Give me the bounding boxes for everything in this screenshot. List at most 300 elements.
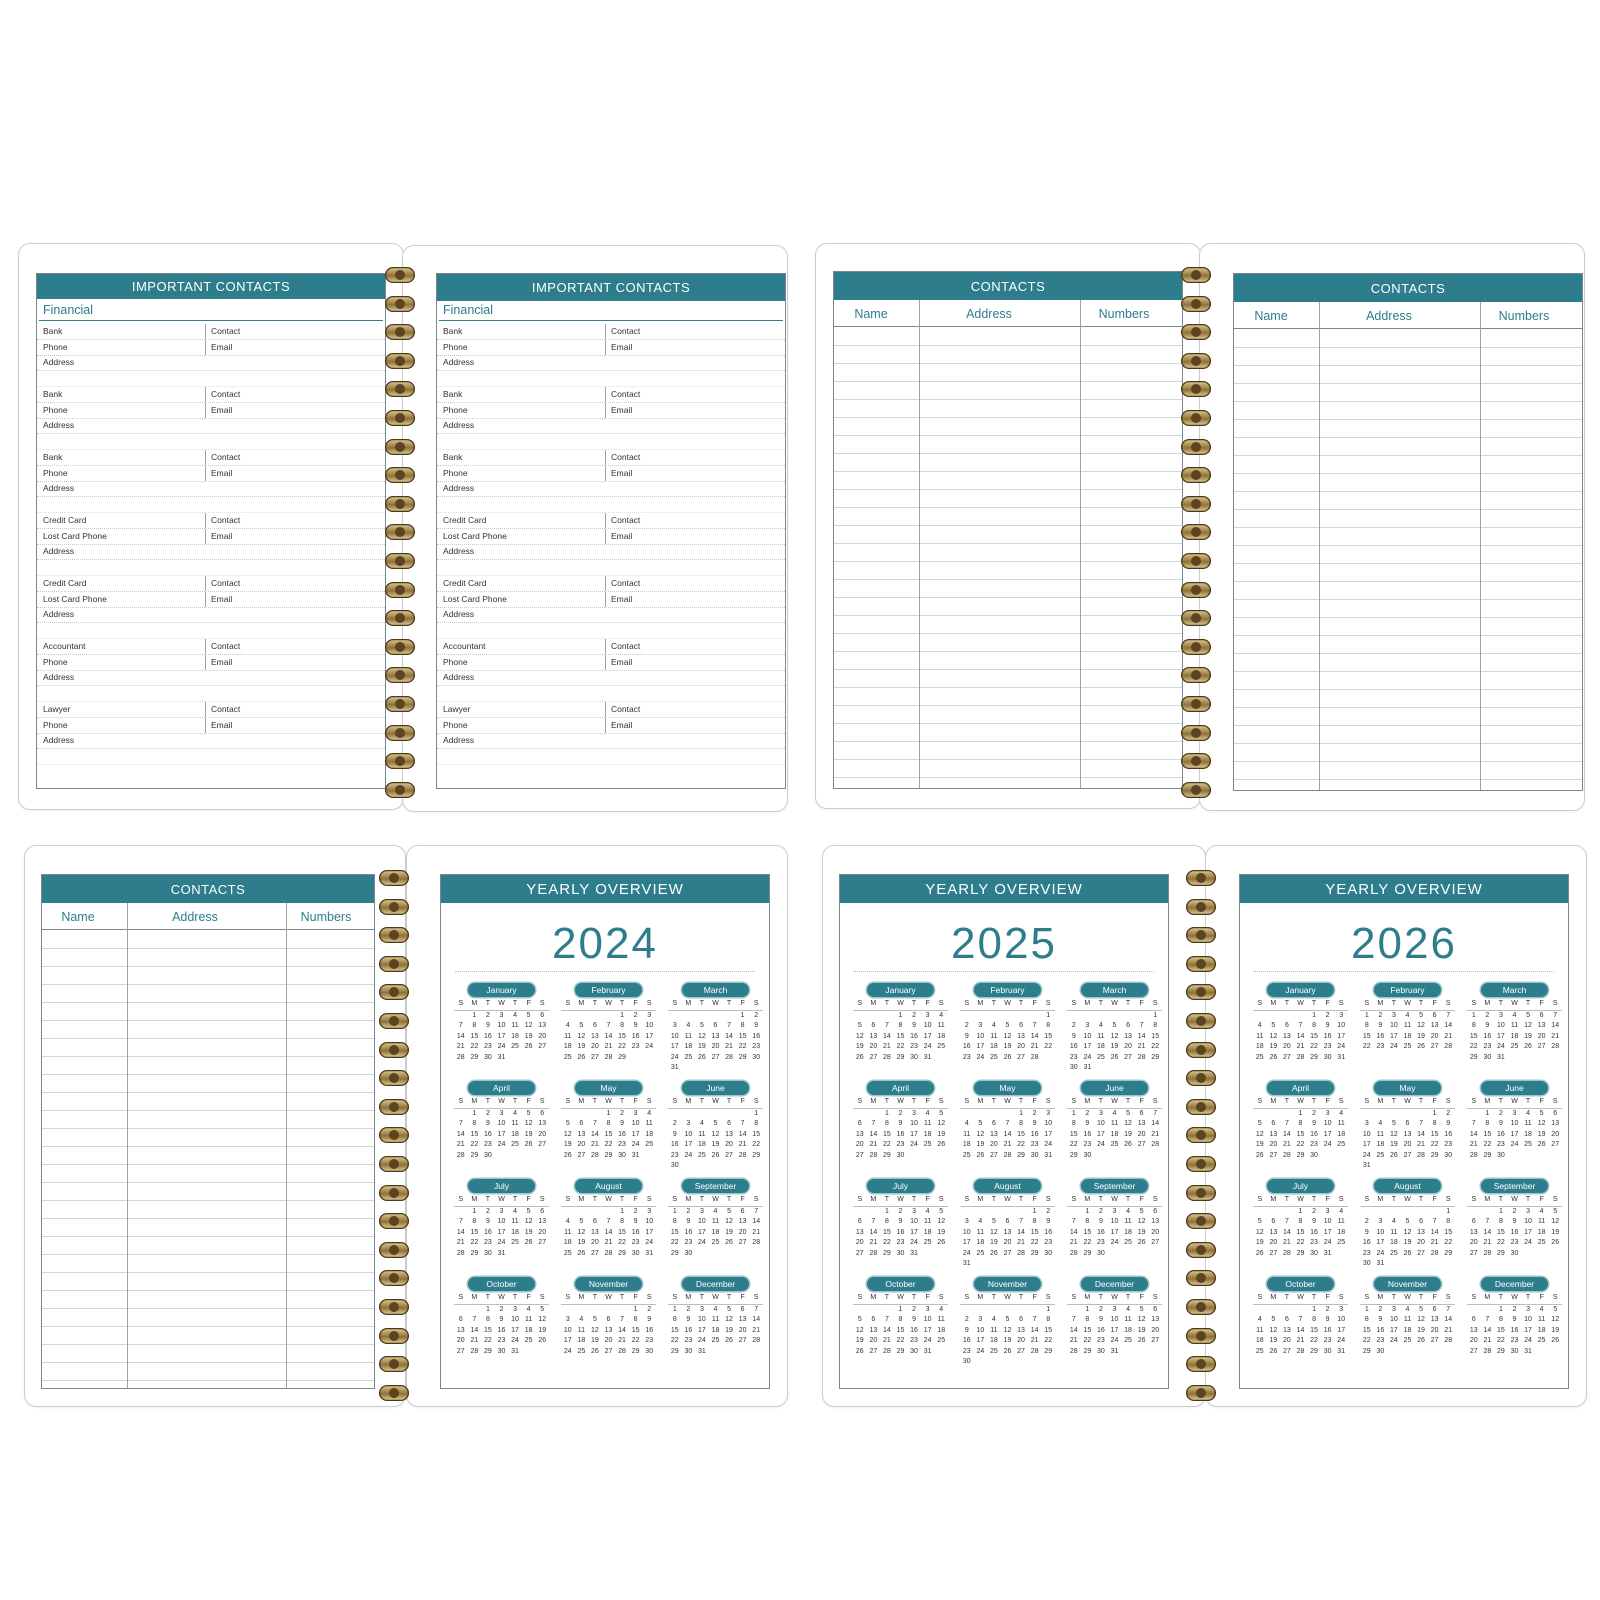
day-number: 12 bbox=[524, 1120, 533, 1127]
day-number: 6 bbox=[871, 1316, 876, 1323]
day-number: 13 bbox=[604, 1326, 613, 1334]
day-number: 11 bbox=[1110, 1120, 1119, 1127]
day-number: 8 bbox=[884, 1218, 889, 1225]
day-number: 19 bbox=[577, 1239, 586, 1246]
weekday-label: F bbox=[921, 1195, 935, 1207]
day-number: 14 bbox=[1069, 1326, 1078, 1334]
contact-row bbox=[437, 670, 785, 686]
day-number: 1 bbox=[1364, 1305, 1369, 1313]
day-number: 15 bbox=[1083, 1326, 1092, 1334]
month-label: November bbox=[1374, 1277, 1441, 1291]
day-number: 20 bbox=[538, 1228, 547, 1236]
spiral-coil bbox=[379, 1356, 409, 1372]
weekday-label: T bbox=[1414, 1097, 1428, 1109]
day-number: 1 bbox=[672, 1305, 677, 1313]
day-number: 10 bbox=[1390, 1316, 1398, 1323]
day-number: 30 bbox=[752, 1053, 761, 1061]
month-calendar bbox=[1253, 1277, 1348, 1374]
day-number: 30 bbox=[1097, 1347, 1105, 1355]
weekday-label: F bbox=[1321, 1097, 1335, 1109]
field-label: Contact bbox=[611, 452, 641, 462]
day-number: 22 bbox=[1497, 1239, 1505, 1246]
day-number: 28 bbox=[1069, 1347, 1078, 1355]
month-label: October bbox=[468, 1277, 535, 1291]
month-calendar bbox=[561, 1179, 656, 1276]
day-number: 17 bbox=[497, 1228, 506, 1236]
day-number: 16 bbox=[1097, 1228, 1105, 1236]
empty-day bbox=[588, 1207, 602, 1218]
day-number: 18 bbox=[524, 1326, 533, 1334]
month-label: July bbox=[867, 1179, 934, 1193]
day-number: 15 bbox=[1151, 1032, 1160, 1040]
day-number: 13 bbox=[711, 1032, 720, 1040]
day-number: 22 bbox=[470, 1141, 479, 1148]
day-number: 7 bbox=[1471, 1120, 1476, 1127]
day-number: 8 bbox=[1364, 1022, 1369, 1029]
day-number: 16 bbox=[1097, 1326, 1105, 1334]
weekday-label: S bbox=[642, 1097, 656, 1109]
field-label: Address bbox=[443, 672, 475, 682]
weekday-label: W bbox=[894, 1293, 908, 1305]
day-number: 3 bbox=[513, 1305, 518, 1313]
day-number: 21 bbox=[738, 1141, 747, 1148]
weekday-label: F bbox=[1535, 1293, 1549, 1305]
day-number: 12 bbox=[725, 1316, 733, 1323]
field-divider bbox=[205, 576, 206, 591]
month-calendar bbox=[1067, 1081, 1162, 1178]
day-number: 5 bbox=[1539, 1109, 1544, 1117]
weekday-label: M bbox=[1081, 1097, 1095, 1109]
day-number: 27 bbox=[538, 1043, 547, 1050]
day-number: 10 bbox=[1524, 1218, 1532, 1225]
field-label: Contact bbox=[611, 641, 641, 651]
day-number: 2 bbox=[485, 1011, 490, 1019]
day-number: 2 bbox=[1512, 1207, 1517, 1215]
day-number: 1 bbox=[740, 1011, 745, 1019]
day-number: 22 bbox=[752, 1141, 761, 1148]
day-number: 26 bbox=[524, 1239, 533, 1246]
day-number: 7 bbox=[1019, 1218, 1024, 1225]
weekday-label: T bbox=[1494, 999, 1508, 1011]
weekday-label: S bbox=[1441, 1097, 1455, 1109]
blank-row bbox=[437, 434, 785, 450]
day-number: 13 bbox=[990, 1130, 998, 1138]
day-number: 12 bbox=[1110, 1032, 1119, 1040]
day-number: 13 bbox=[738, 1316, 747, 1323]
day-number: 2 bbox=[1325, 1305, 1330, 1313]
day-number: 18 bbox=[563, 1043, 572, 1050]
month-grid bbox=[960, 1293, 1055, 1368]
day-number: 10 bbox=[1510, 1120, 1519, 1127]
weekday-label: S bbox=[535, 1293, 549, 1305]
day-number: 6 bbox=[1153, 1305, 1158, 1313]
weekday-label: W bbox=[1508, 1195, 1522, 1207]
day-number: 8 bbox=[633, 1316, 638, 1323]
day-number: 18 bbox=[1255, 1043, 1264, 1050]
day-number: 7 bbox=[458, 1218, 463, 1225]
weekday-label: F bbox=[1428, 1293, 1442, 1305]
month-calendar bbox=[1467, 983, 1562, 1080]
day-number: 22 bbox=[670, 1239, 679, 1246]
day-number: 16 bbox=[631, 1032, 640, 1040]
weekday-label: T bbox=[1387, 1097, 1401, 1109]
day-number: 2 bbox=[686, 1207, 691, 1215]
field-label: Phone bbox=[443, 656, 468, 667]
day-number: 18 bbox=[990, 1337, 998, 1344]
day-number: 16 bbox=[896, 1228, 905, 1236]
day-number: 24 bbox=[497, 1043, 506, 1050]
month-grid bbox=[454, 1195, 549, 1259]
column-headers bbox=[42, 905, 374, 930]
month-calendar bbox=[1067, 1277, 1162, 1374]
day-number: 21 bbox=[456, 1141, 465, 1148]
day-number: 17 bbox=[1510, 1130, 1519, 1138]
contact-row bbox=[37, 529, 385, 545]
weekday-label: T bbox=[987, 1195, 1001, 1207]
day-number: 3 bbox=[633, 1109, 638, 1117]
day-number: 30 bbox=[484, 1249, 492, 1257]
day-number: 25 bbox=[1337, 1239, 1346, 1246]
day-number: 8 bbox=[1432, 1120, 1437, 1127]
day-number: 17 bbox=[1110, 1326, 1119, 1334]
weekday-label: S bbox=[960, 1293, 974, 1305]
day-number: 23 bbox=[1310, 1141, 1318, 1148]
day-number: 5 bbox=[526, 1109, 531, 1117]
field-label: Contact bbox=[211, 452, 241, 462]
day-number: 15 bbox=[1444, 1228, 1453, 1236]
day-number: 15 bbox=[1069, 1130, 1078, 1138]
weekday-label: T bbox=[907, 1097, 921, 1109]
weekday-label: S bbox=[934, 999, 948, 1011]
day-number: 22 bbox=[1151, 1043, 1160, 1050]
day-number: 12 bbox=[563, 1130, 572, 1138]
important-contacts-page-right bbox=[436, 273, 786, 789]
day-number: 8 bbox=[672, 1316, 677, 1323]
day-number: 31 bbox=[1044, 1151, 1053, 1159]
day-number: 8 bbox=[1032, 1218, 1037, 1225]
day-number: 25 bbox=[1255, 1053, 1264, 1061]
weekday-label: S bbox=[934, 1097, 948, 1109]
day-number: 1 bbox=[1364, 1011, 1369, 1019]
field-label: Phone bbox=[443, 467, 468, 478]
weekday-label: S bbox=[934, 1195, 948, 1207]
day-number: 14 bbox=[604, 1228, 613, 1236]
year-rule bbox=[854, 971, 1154, 972]
day-number: 29 bbox=[670, 1249, 679, 1257]
weekday-label: T bbox=[1307, 1097, 1321, 1109]
spiral-coil bbox=[1186, 1385, 1216, 1401]
day-number: 27 bbox=[855, 1249, 864, 1257]
contact-row bbox=[437, 702, 785, 718]
day-number: 2 bbox=[964, 1022, 969, 1029]
spiral-coil bbox=[379, 956, 409, 972]
day-number: 26 bbox=[698, 1053, 706, 1061]
day-number: 21 bbox=[604, 1043, 613, 1050]
day-number: 27 bbox=[738, 1239, 747, 1246]
weekday-label: W bbox=[1401, 999, 1415, 1011]
day-number: 30 bbox=[962, 1358, 971, 1365]
day-number: 10 bbox=[1362, 1130, 1371, 1138]
day-number: 5 bbox=[1139, 1207, 1144, 1215]
contact-row bbox=[437, 607, 785, 623]
day-number: 14 bbox=[869, 1130, 878, 1138]
day-number: 7 bbox=[1432, 1218, 1437, 1225]
day-number: 20 bbox=[1469, 1337, 1478, 1344]
day-number: 17 bbox=[1097, 1130, 1105, 1138]
day-number: 12 bbox=[937, 1218, 946, 1225]
weekday-label: T bbox=[880, 1195, 894, 1207]
day-number: 6 bbox=[1019, 1316, 1024, 1323]
day-number: 14 bbox=[618, 1326, 626, 1334]
empty-day bbox=[668, 1109, 682, 1120]
empty-day bbox=[1014, 1011, 1028, 1022]
weekday-label: W bbox=[495, 999, 509, 1011]
day-number: 28 bbox=[456, 1151, 465, 1159]
day-number: 11 bbox=[698, 1130, 706, 1138]
day-number: 22 bbox=[604, 1141, 613, 1148]
day-number: 26 bbox=[1124, 1141, 1132, 1148]
empty-day bbox=[575, 1305, 589, 1316]
day-number: 27 bbox=[1551, 1141, 1560, 1148]
day-number: 11 bbox=[1124, 1316, 1132, 1323]
empty-day bbox=[1280, 1207, 1294, 1218]
day-number: 31 bbox=[670, 1064, 679, 1071]
spiral-coil bbox=[385, 753, 415, 769]
spiral-coil bbox=[385, 496, 415, 512]
day-number: 27 bbox=[1430, 1337, 1439, 1344]
yearly-overview-page-2026 bbox=[1239, 874, 1569, 1389]
day-number: 30 bbox=[645, 1347, 654, 1355]
day-number: 8 bbox=[485, 1316, 490, 1323]
day-number: 13 bbox=[538, 1218, 547, 1225]
column-numbers: Numbers bbox=[1498, 309, 1550, 323]
day-number: 22 bbox=[618, 1239, 626, 1246]
day-number: 4 bbox=[1257, 1022, 1262, 1029]
day-number: 29 bbox=[1083, 1347, 1092, 1355]
day-number: 12 bbox=[1137, 1218, 1146, 1225]
empty-day bbox=[682, 1109, 696, 1120]
day-number: 5 bbox=[1405, 1218, 1410, 1225]
weekday-label: T bbox=[695, 1293, 709, 1305]
day-number: 16 bbox=[1510, 1228, 1519, 1236]
day-number: 12 bbox=[855, 1032, 864, 1040]
day-number: 27 bbox=[855, 1151, 864, 1159]
weekday-label: M bbox=[1374, 1195, 1388, 1207]
day-number: 11 bbox=[976, 1228, 984, 1236]
day-number: 29 bbox=[631, 1347, 640, 1355]
weekday-label: T bbox=[722, 1097, 736, 1109]
weekday-label: M bbox=[1267, 1293, 1281, 1305]
day-number: 29 bbox=[1310, 1053, 1318, 1061]
day-number: 30 bbox=[1323, 1347, 1332, 1355]
day-number: 24 bbox=[1083, 1053, 1092, 1061]
day-number: 29 bbox=[470, 1053, 479, 1061]
day-number: 7 bbox=[1419, 1120, 1424, 1127]
empty-day bbox=[561, 1305, 575, 1316]
day-number: 1 bbox=[1485, 1109, 1490, 1117]
weekday-label: F bbox=[1428, 999, 1442, 1011]
day-number: 22 bbox=[1069, 1141, 1078, 1148]
weekday-label: W bbox=[602, 1195, 616, 1207]
day-number: 8 bbox=[672, 1218, 677, 1225]
day-number: 25 bbox=[923, 1239, 932, 1246]
day-number: 14 bbox=[1483, 1228, 1492, 1236]
day-number: 4 bbox=[513, 1011, 518, 1019]
spiral-coil bbox=[1181, 267, 1211, 283]
day-number: 6 bbox=[871, 1022, 876, 1029]
day-number: 8 bbox=[1312, 1022, 1317, 1029]
month-grid bbox=[454, 999, 549, 1063]
day-number: 14 bbox=[752, 1218, 761, 1225]
day-number: 13 bbox=[869, 1032, 878, 1040]
day-number: 7 bbox=[1032, 1022, 1037, 1029]
empty-day bbox=[561, 1109, 575, 1120]
weekday-label: T bbox=[508, 1097, 522, 1109]
month-label: February bbox=[1374, 983, 1441, 997]
yearly-overview-page-2025 bbox=[839, 874, 1169, 1389]
month-calendar bbox=[1360, 1179, 1455, 1276]
day-number: 23 bbox=[752, 1043, 761, 1050]
day-number: 27 bbox=[1017, 1347, 1025, 1355]
day-number: 8 bbox=[1153, 1022, 1158, 1029]
day-number: 6 bbox=[458, 1316, 463, 1323]
day-number: 14 bbox=[1296, 1032, 1305, 1040]
weekday-label: T bbox=[588, 999, 602, 1011]
day-number: 15 bbox=[1044, 1032, 1053, 1040]
yearly-overview-header: YEARLY OVERVIEW bbox=[441, 875, 769, 903]
day-number: 3 bbox=[1498, 1011, 1503, 1019]
day-number: 26 bbox=[1110, 1053, 1119, 1061]
day-number: 4 bbox=[1098, 1022, 1103, 1029]
weekday-label: F bbox=[1135, 999, 1149, 1011]
day-number: 14 bbox=[591, 1130, 599, 1138]
day-number: 6 bbox=[713, 1022, 718, 1029]
day-number: 30 bbox=[1497, 1151, 1505, 1159]
day-number: 15 bbox=[738, 1032, 747, 1040]
day-number: 29 bbox=[1069, 1151, 1078, 1159]
day-number: 28 bbox=[1296, 1347, 1305, 1355]
empty-day bbox=[880, 1011, 894, 1022]
field-label: Address bbox=[43, 609, 75, 619]
day-number: 28 bbox=[470, 1347, 479, 1355]
day-number: 10 bbox=[511, 1316, 519, 1323]
month-grid bbox=[1067, 1293, 1162, 1357]
weekday-label: S bbox=[454, 1097, 468, 1109]
contact-row bbox=[437, 513, 785, 529]
field-label: Email bbox=[611, 656, 633, 667]
day-number: 29 bbox=[618, 1249, 626, 1257]
day-number: 21 bbox=[883, 1337, 891, 1344]
blank-row bbox=[437, 497, 785, 513]
month-label: September bbox=[1481, 1179, 1548, 1193]
day-number: 19 bbox=[1417, 1326, 1425, 1334]
day-number: 23 bbox=[484, 1043, 492, 1050]
weekday-label: M bbox=[1267, 999, 1281, 1011]
day-number: 23 bbox=[1310, 1239, 1318, 1246]
weekday-label: W bbox=[1108, 1195, 1122, 1207]
day-number: 7 bbox=[1071, 1316, 1076, 1323]
day-number: 31 bbox=[1110, 1347, 1119, 1355]
spiral-coil bbox=[1186, 1042, 1216, 1058]
day-number: 31 bbox=[923, 1053, 932, 1061]
day-number: 26 bbox=[577, 1249, 586, 1257]
day-number: 28 bbox=[752, 1239, 761, 1246]
day-number: 4 bbox=[964, 1120, 969, 1127]
weekday-label: S bbox=[1253, 1195, 1267, 1207]
day-number: 3 bbox=[1391, 1011, 1396, 1019]
day-number: 5 bbox=[540, 1305, 545, 1313]
day-number: 19 bbox=[1269, 1337, 1278, 1344]
day-number: 1 bbox=[1071, 1109, 1076, 1117]
day-number: 12 bbox=[698, 1032, 706, 1040]
day-number: 5 bbox=[939, 1109, 944, 1117]
day-number: 4 bbox=[565, 1022, 570, 1029]
day-number: 13 bbox=[591, 1228, 599, 1236]
day-number: 13 bbox=[1017, 1032, 1025, 1040]
day-number: 10 bbox=[1376, 1228, 1385, 1236]
day-number: 1 bbox=[485, 1305, 490, 1313]
day-number: 29 bbox=[484, 1347, 492, 1355]
day-number: 14 bbox=[752, 1316, 761, 1323]
day-number: 19 bbox=[538, 1326, 547, 1334]
day-number: 5 bbox=[1526, 1011, 1531, 1019]
month-grid bbox=[1253, 1293, 1348, 1357]
day-number: 30 bbox=[1376, 1347, 1385, 1355]
empty-day bbox=[1135, 1011, 1149, 1022]
day-number: 30 bbox=[1083, 1151, 1092, 1159]
day-number: 30 bbox=[1030, 1151, 1039, 1159]
day-number: 18 bbox=[1337, 1228, 1346, 1236]
column-numbers: Numbers bbox=[300, 910, 352, 924]
day-number: 13 bbox=[1003, 1228, 1012, 1236]
day-number: 4 bbox=[1405, 1011, 1410, 1019]
day-number: 26 bbox=[1403, 1249, 1412, 1257]
year-number: 2025 bbox=[951, 919, 1057, 968]
spiral-coil bbox=[379, 1042, 409, 1058]
day-number: 22 bbox=[1296, 1141, 1305, 1148]
day-number: 19 bbox=[725, 1228, 733, 1236]
day-number: 30 bbox=[910, 1347, 918, 1355]
day-number: 9 bbox=[1325, 1316, 1330, 1323]
financial-subtitle: Financial bbox=[43, 303, 94, 317]
month-label: January bbox=[867, 983, 934, 997]
day-number: 1 bbox=[1046, 1305, 1051, 1313]
day-number: 6 bbox=[1126, 1022, 1131, 1029]
day-number: 5 bbox=[1139, 1305, 1144, 1313]
day-number: 13 bbox=[1403, 1130, 1412, 1138]
day-number: 5 bbox=[1112, 1022, 1117, 1029]
day-number: 6 bbox=[1284, 1022, 1289, 1029]
weekday-label: S bbox=[1253, 1097, 1267, 1109]
day-number: 17 bbox=[976, 1337, 985, 1344]
weekday-label: W bbox=[495, 1195, 509, 1207]
weekday-label: S bbox=[561, 1097, 575, 1109]
day-number: 28 bbox=[1003, 1151, 1012, 1159]
day-number: 7 bbox=[1284, 1120, 1289, 1127]
day-number: 9 bbox=[898, 1120, 903, 1127]
field-divider bbox=[605, 340, 606, 355]
day-number: 23 bbox=[645, 1337, 654, 1344]
weekday-label: W bbox=[1294, 1293, 1308, 1305]
month-label: April bbox=[867, 1081, 934, 1095]
day-number: 24 bbox=[1376, 1249, 1385, 1257]
weekday-label: S bbox=[1441, 1195, 1455, 1207]
weekday-label: S bbox=[668, 1195, 682, 1207]
day-number: 17 bbox=[497, 1032, 506, 1040]
day-number: 11 bbox=[684, 1032, 692, 1040]
day-number: 13 bbox=[1269, 1130, 1278, 1138]
day-number: 3 bbox=[499, 1109, 504, 1117]
